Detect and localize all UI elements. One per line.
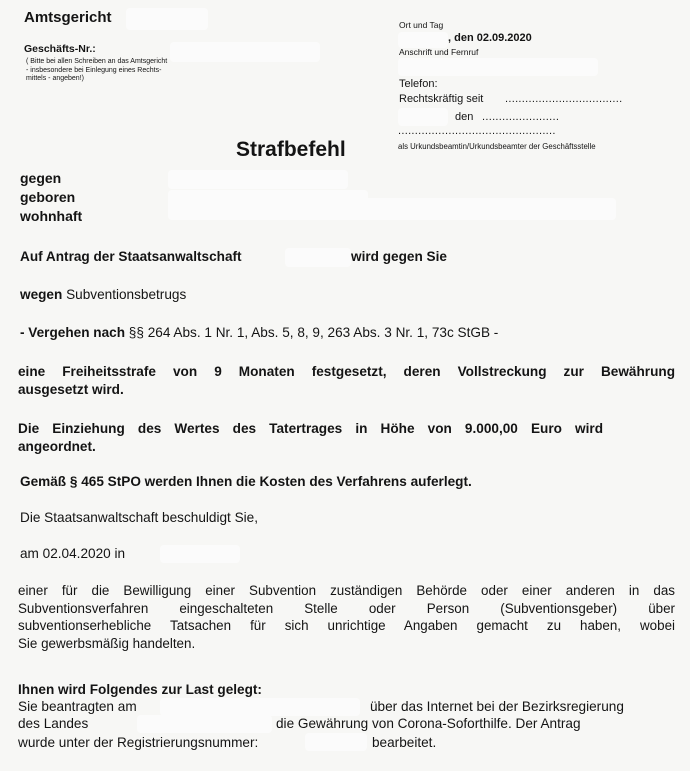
facts-heading: Ihnen wird Folgendes zur Last gelegt: (18, 682, 262, 697)
address-label: Anschrift und Fernruf (399, 47, 479, 57)
facts-line-1-start: Sie beantragten am (18, 699, 137, 714)
accusation-sentence: Die Staatsanwaltschaft beschuldigt Sie, (20, 510, 259, 525)
facts-line-3-end: bearbeitet. (372, 735, 437, 750)
sentence-line-2: ausgesetzt wird. (18, 381, 124, 397)
registrar-dots: ............................................... (398, 125, 556, 137)
confiscation-line-1: Die Einziehung des Wertes des Tatertrages in Höhe von 9.000,00 Euro wird (18, 421, 603, 436)
motion-end: wird gegen Sie (351, 249, 447, 264)
date-place-sentence: am 02.04.2020 in (20, 546, 126, 561)
charge-line-2: Subventionsverfahren eingeschalteten Stelle oder Person (Subventionsgeber) über (18, 600, 675, 616)
facts-line-3-start: wurde unter der Registrierungsnummer: (18, 735, 259, 750)
document-date: , den 02.09.2020 (448, 32, 532, 44)
redacted-registration-number (305, 733, 367, 751)
page-title: Strafbefehl (236, 138, 346, 161)
sentence-line-1: eine Freiheitsstrafe von 9 Monaten festgesetzt, deren Vollstreckung zur Bewährung (18, 364, 675, 379)
redacted-legal-place (398, 108, 448, 126)
redacted-case-number (170, 42, 320, 62)
redacted-court-name (126, 8, 208, 30)
redacted-name (168, 170, 348, 189)
den-dots: ....................... (482, 111, 560, 123)
redacted-prosecutor (285, 248, 351, 267)
offense-prefix: - Vergehen nach (20, 325, 126, 340)
because-prefix: wegen (20, 287, 63, 302)
charge-line-1: einer für die Bewilligung einer Subvention zuständigen Behörde oder einer anderen in das (18, 583, 675, 598)
residence-label: wohnhaft (20, 208, 83, 224)
case-number-note-3: mittels - angeben!) (26, 75, 84, 82)
confiscation-paragraph (18, 420, 603, 455)
case-number-note-1: ( Bitte bei allen Schreiben an das Amtsgericht (26, 58, 168, 65)
confiscation-line-2: angeordnet. (18, 438, 96, 454)
legal-since-dots: ................................... (505, 93, 623, 105)
den-label: den (455, 111, 474, 123)
redacted-city (160, 545, 240, 563)
redacted-place (398, 32, 448, 48)
place-date-label: Ort und Tag (399, 20, 444, 30)
offense-name: Subventionsbetrugs (66, 287, 187, 302)
motion-start: Auf Antrag der Staatsanwaltschaft (20, 249, 242, 264)
registrar-label: als Urkundsbeamtin/Urkundsbeamter der Geschäftsstelle (398, 142, 596, 151)
case-number-label: Geschäfts-Nr.: (24, 43, 96, 55)
redacted-address-person (168, 198, 616, 220)
redacted-application-date (160, 698, 360, 716)
facts-line-1-end: über das Internet bei der Bezirksregierung (370, 699, 624, 714)
charge-paragraph (18, 582, 675, 652)
sentence-paragraph (18, 363, 675, 398)
case-number-note-2: - insbesondere bei Einlegung eines Rechts- (26, 66, 162, 74)
legal-since-label: Rechtskräftig seit (399, 93, 484, 105)
facts-line-2-start: des Landes (18, 716, 89, 731)
facts-line-2-end: die Gewährung von Corona-Soforthilfe. Der Antrag (276, 716, 581, 731)
charge-line-4: Sie gewerbsmäßig handelten. (18, 635, 196, 651)
charge-line-3: subventionserhebliche Tatsachen für sich unrichtige Angaben gemacht zu haben, wobei (18, 618, 675, 633)
phone-label: Telefon: (399, 78, 438, 90)
court-label: Amtsgericht (24, 9, 112, 26)
redacted-address (398, 58, 598, 76)
born-label: geboren (20, 189, 76, 205)
costs-sentence: Gemäß § 465 StPO werden Ihnen die Kosten des Verfahrens auferlegt. (20, 474, 472, 489)
offense-law: §§ 264 Abs. 1 Nr. 1, Abs. 5, 8, 9, 263 Abs. 3 Nr. 1, 73c StGB - (128, 325, 499, 340)
against-label: gegen (20, 170, 62, 186)
redacted-state (137, 715, 272, 733)
